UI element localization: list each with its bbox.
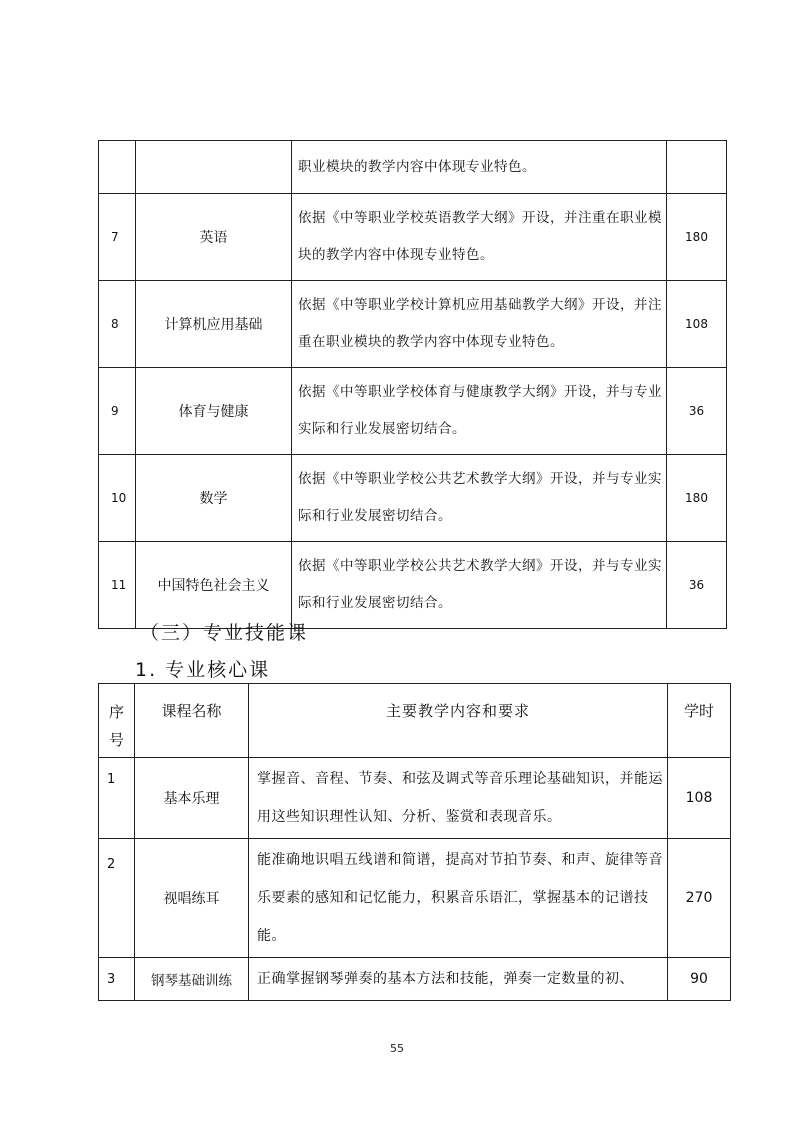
table-row	[99, 141, 727, 194]
row-number: 2	[99, 839, 135, 958]
course-hours	[667, 141, 727, 194]
course-hours: 180	[667, 455, 727, 542]
course-content: 依据《中等职业学校体育与健康教学大纲》开设，并与专业实际和行业发展密切结合。	[292, 368, 667, 455]
table-row	[99, 839, 731, 958]
course-hours: 36	[667, 542, 727, 629]
row-number	[99, 141, 136, 194]
course-name: 英语	[136, 194, 292, 281]
course-name: 数学	[136, 455, 292, 542]
course-content: 依据《中等职业学校英语教学大纲》开设，并注重在职业模块的教学内容中体现专业特色。	[292, 194, 667, 281]
table-row	[99, 194, 727, 281]
course-content: 职业模块的教学内容中体现专业特色。	[292, 141, 667, 194]
course-content: 掌握音、音程、节奏、和弦及调式等音乐理论基础知识，并能运用这些知识理性认知、分析、鉴赏和表现音乐。	[249, 758, 668, 839]
row-number: 3	[99, 958, 135, 1001]
course-hours: 180	[667, 194, 727, 281]
header-content: 主要教学内容和要求	[249, 684, 668, 758]
course-hours: 90	[668, 958, 731, 1001]
course-hours: 270	[668, 839, 731, 958]
course-name: 钢琴基础训练	[135, 958, 249, 1001]
course-name: 视唱练耳	[135, 839, 249, 958]
row-number: 10	[99, 455, 136, 542]
table-row	[99, 368, 727, 455]
course-content: 依据《中等职业学校计算机应用基础教学大纲》开设，并注重在职业模块的教学内容中体现专业特色。	[292, 281, 667, 368]
core-course-table	[98, 683, 731, 1001]
course-name: 体育与健康	[136, 368, 292, 455]
table-header-row	[99, 684, 731, 758]
section-heading: （三）专业技能课	[140, 622, 309, 644]
course-content: 依据《中等职业学校公共艺术教学大纲》开设，并与专业实际和行业发展密切结合。	[292, 542, 667, 629]
row-number: 11	[99, 542, 136, 629]
page-number: 55	[390, 1042, 404, 1055]
table-row	[99, 542, 727, 629]
row-number: 7	[99, 194, 136, 281]
table-row	[99, 958, 731, 1001]
course-name	[136, 141, 292, 194]
course-name: 中国特色社会主义	[136, 542, 292, 629]
course-name: 基本乐理	[135, 758, 249, 839]
course-name: 计算机应用基础	[136, 281, 292, 368]
header-name: 课程名称	[135, 684, 249, 758]
row-number: 1	[99, 758, 135, 839]
header-num: 序号	[99, 684, 135, 758]
table-row	[99, 758, 731, 839]
header-hours: 学时	[668, 684, 731, 758]
course-hours: 108	[668, 758, 731, 839]
subsection-heading: 1. 专业核心课	[135, 659, 271, 681]
row-number: 9	[99, 368, 136, 455]
table-row	[99, 281, 727, 368]
course-content: 正确掌握钢琴弹奏的基本方法和技能，弹奏一定数量的初、	[249, 958, 668, 1001]
course-hours: 108	[667, 281, 727, 368]
row-number: 8	[99, 281, 136, 368]
table-row	[99, 455, 727, 542]
course-content: 能准确地识唱五线谱和简谱，提高对节拍节奏、和声、旋律等音乐要素的感知和记忆能力，积累音乐语汇，掌握基本的记谱技能。	[249, 839, 668, 958]
course-content: 依据《中等职业学校公共艺术教学大纲》开设，并与专业实际和行业发展密切结合。	[292, 455, 667, 542]
course-hours: 36	[667, 368, 727, 455]
general-course-table	[98, 140, 727, 629]
